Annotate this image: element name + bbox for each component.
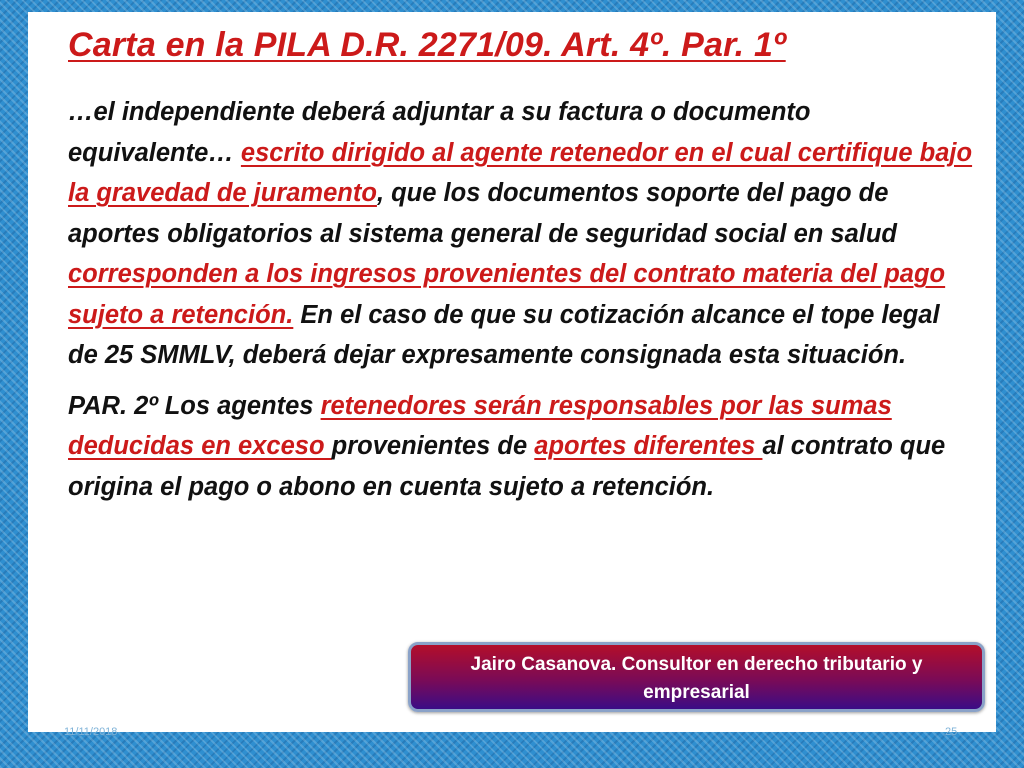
p2-underlined-2: aportes diferentes — [534, 432, 763, 460]
author-line-2: empresarial — [643, 682, 750, 703]
slide-body — [68, 92, 973, 517]
p2-text-3: al contrato que origina el pago o abono en cuenta sujeto a retención. — [68, 432, 946, 501]
p2-text-1: PAR. 2º Los agentes — [68, 391, 321, 420]
slide-canvas — [28, 12, 996, 732]
footer-page-number: 25 — [945, 726, 958, 738]
p2-underlined-1: retenedores serán responsables por las sumas deducidas en exceso — [68, 391, 892, 460]
p1-text-3: En el caso de que su cotización alcance el tope legal de 25 SMMLV, deberá dejar expresamente consignada esta situación. — [68, 300, 940, 369]
slide-title: Carta en la PILA D.R. 2271/09. Art. 4º. Par. 1º — [68, 26, 786, 64]
paragraph-decree-text — [68, 92, 973, 376]
p1-text-2: , que los documentos soporte del pago de aportes obligatorios al sistema general de seguridad social en salud — [68, 179, 898, 248]
p2-text-2: provenientes de — [331, 432, 535, 460]
p1-underlined-2: corresponden a los ingresos provenientes del contrato materia del pago sujeto a retención. — [68, 260, 946, 329]
p1-text-1: …el independiente deberá adjuntar a su factura o documento equivalente… — [68, 98, 811, 167]
p1-underlined-1: escrito dirigido al agente retenedor en el cual certifique bajo la gravedad de juramento — [68, 138, 973, 207]
paragraph-par-2 — [68, 386, 973, 508]
author-line-1: Jairo Casanova. Consultor en derecho tributario y — [470, 654, 923, 675]
author-credit-box — [408, 642, 985, 712]
footer-date: 11/11/2018 — [64, 726, 118, 738]
